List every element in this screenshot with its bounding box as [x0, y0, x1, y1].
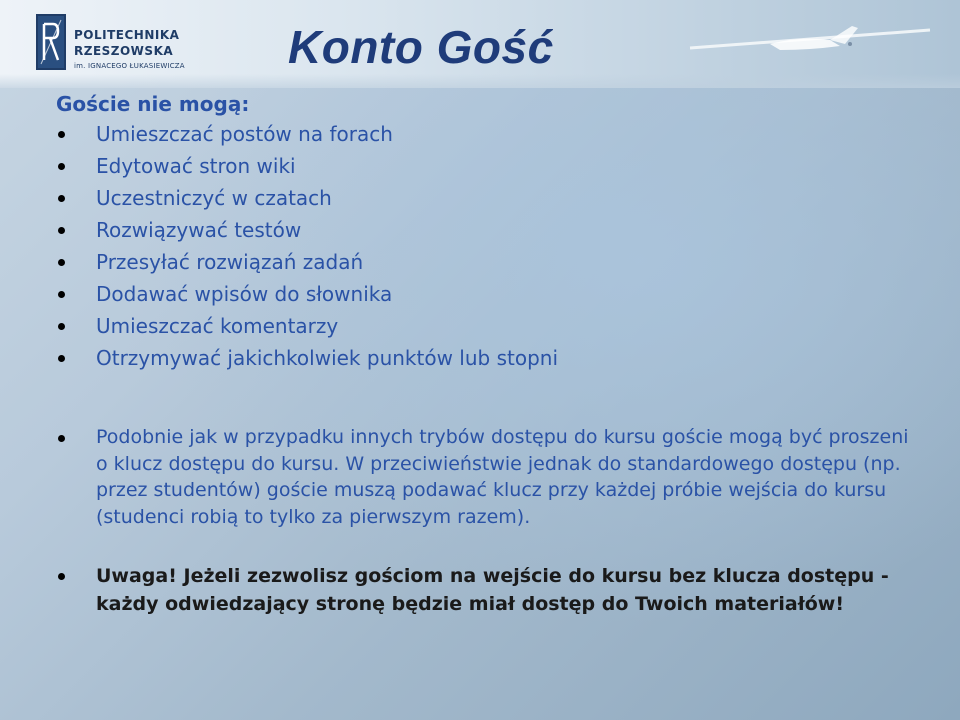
- list-item: Dodawać wpisów do słownika: [56, 278, 916, 310]
- logo-emblem-icon: [36, 14, 66, 70]
- bullet-icon: [58, 355, 65, 362]
- slide-title: Konto Gość: [288, 21, 554, 73]
- logo-line-2: RZESZOWSKA: [74, 44, 174, 58]
- bullet-icon: [58, 435, 65, 442]
- list-item: Przesyłać rozwiązań zadań: [56, 246, 916, 278]
- bullet-icon: [58, 259, 65, 266]
- list-item: Umieszczać komentarzy: [56, 310, 916, 342]
- access-key-paragraph: [56, 424, 916, 530]
- list-item: Umieszczać postów na forach: [56, 118, 916, 150]
- list-item: Rozwiązywać testów: [56, 214, 916, 246]
- section-subheading: Goście nie mogą:: [56, 92, 250, 116]
- bullet-icon: [58, 227, 65, 234]
- glider-icon: [680, 18, 940, 68]
- university-logo: [36, 14, 186, 74]
- warning-text: Uwaga! Jeżeli zezwolisz gościom na wejście do kursu bez klucza dostępu - każdy odwiedzający stronę będzie miał dostęp do Twoich materiałów!: [96, 565, 889, 615]
- bullet-icon: [58, 195, 65, 202]
- list-item: Otrzymywać jakichkolwiek punktów lub stopni: [56, 342, 916, 374]
- logo-line-3: im. IGNACEGO ŁUKASIEWICZA: [74, 62, 185, 70]
- bullet-icon: [58, 573, 65, 580]
- restrictions-list: [56, 118, 916, 374]
- logo-line-1: POLITECHNIKA: [74, 28, 180, 42]
- bullet-icon: [58, 163, 65, 170]
- warning-paragraph: [56, 562, 916, 618]
- list-item: Uczestniczyć w czatach: [56, 182, 916, 214]
- paragraph-text: Podobnie jak w przypadku innych trybów dostępu do kursu goście mogą być proszeni o klucz dostępu do kursu. W przeciwieństwie jednak do standardowego dostępu (np. przez studentów) goście muszą podawać klucz przy każdej próbie wejścia do kursu (studenci robią to tylko za pierwszym razem).: [96, 426, 909, 528]
- list-item: Edytować stron wiki: [56, 150, 916, 182]
- bullet-icon: [58, 131, 65, 138]
- bullet-icon: [58, 323, 65, 330]
- bullet-icon: [58, 291, 65, 298]
